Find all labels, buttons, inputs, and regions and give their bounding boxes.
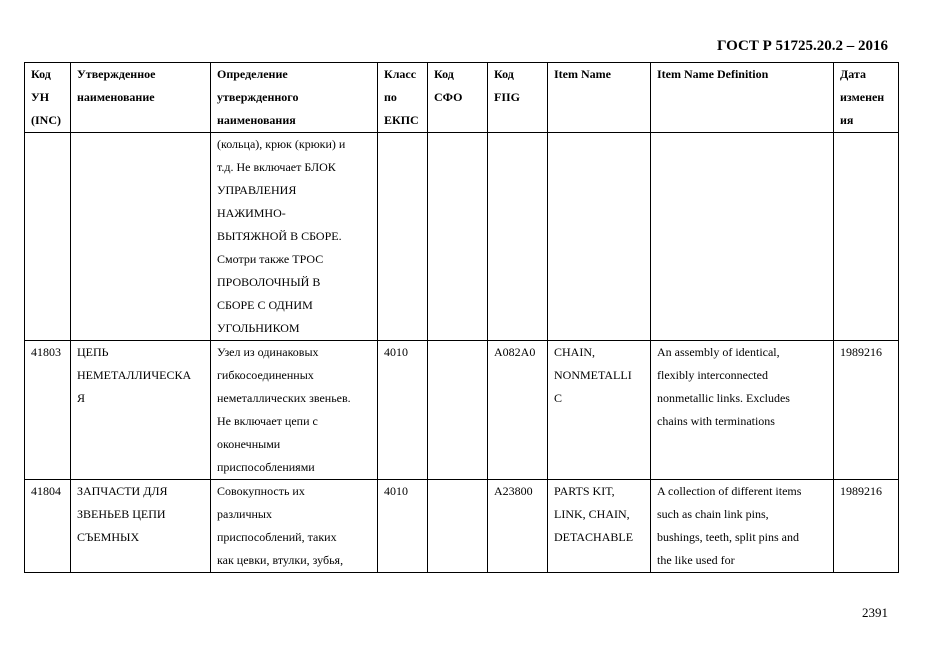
header-change-date: Дата изменен ия [834, 63, 899, 133]
header-row [25, 63, 899, 133]
cell-item-name: PARTS KIT, LINK, CHAIN, DETACHABLE [548, 480, 651, 573]
cell-class-ekps [378, 133, 428, 341]
cell-approved-name [71, 133, 211, 341]
cell-code-inc: 41804 [25, 480, 71, 573]
cell-code-sfo [428, 341, 488, 480]
cell-definition: Совокупность их различных приспособлений, таких как цевки, втулки, зубья, [211, 480, 378, 573]
cell-class-ekps: 4010 [378, 341, 428, 480]
header-code-fiig: Код FIIG [488, 63, 548, 133]
table-row [25, 341, 899, 480]
classification-table [24, 62, 899, 573]
cell-class-ekps: 4010 [378, 480, 428, 573]
header-definition: Определение утвержденного наименования [211, 63, 378, 133]
cell-change-date [834, 133, 899, 341]
header-item-name: Item Name [548, 63, 651, 133]
cell-approved-name: ЦЕПЬ НЕМЕТАЛЛИЧЕСКА Я [71, 341, 211, 480]
page-number: 2391 [862, 605, 888, 620]
cell-definition: Узел из одинаковых гибкосоединенных неметаллических звеньев. Не включает цепи с оконечными приспособлениями [211, 341, 378, 480]
cell-code-fiig [488, 133, 548, 341]
cell-change-date: 1989216 [834, 341, 899, 480]
header-code-inc: Код УН (INC) [25, 63, 71, 133]
cell-change-date: 1989216 [834, 480, 899, 573]
cell-code-fiig: A23800 [488, 480, 548, 573]
cell-approved-name: ЗАПЧАСТИ ДЛЯ ЗВЕНЬЕВ ЦЕПИ СЪЕМНЫХ [71, 480, 211, 573]
cell-item-name-definition: An assembly of identical, flexibly interconnected nonmetallic links. Excludes chains with terminations [651, 341, 834, 480]
cell-code-sfo [428, 480, 488, 573]
header-item-name-definition: Item Name Definition [651, 63, 834, 133]
table-row [25, 480, 899, 573]
cell-code-inc: 41803 [25, 341, 71, 480]
table-row [25, 133, 899, 341]
cell-item-name [548, 133, 651, 341]
cell-item-name-definition: A collection of different items such as chain link pins, bushings, teeth, split pins and the like used for [651, 480, 834, 573]
cell-definition: (кольца), крюк (крюки) и т.д. Не включает БЛОК УПРАВЛЕНИЯ НАЖИМНО- ВЫТЯЖНОЙ В СБОРЕ. Смотри также ТРОС ПРОВОЛОЧНЫЙ В СБОРЕ С ОДНИМ УГОЛЬНИКОМ [211, 133, 378, 341]
cell-code-inc [25, 133, 71, 341]
header-class-ekps: Класс по ЕКПС [378, 63, 428, 133]
header-approved-name: Утвержденное наименование [71, 63, 211, 133]
document-standard-header: ГОСТ Р 51725.20.2 – 2016 [716, 38, 888, 54]
cell-code-sfo [428, 133, 488, 341]
cell-code-fiig: A082A0 [488, 341, 548, 480]
table-header [25, 63, 899, 133]
cell-item-name-definition [651, 133, 834, 341]
cell-item-name: CHAIN, NONMETALLI C [548, 341, 651, 480]
table-body [25, 133, 899, 573]
header-code-sfo: Код СФО [428, 63, 488, 133]
